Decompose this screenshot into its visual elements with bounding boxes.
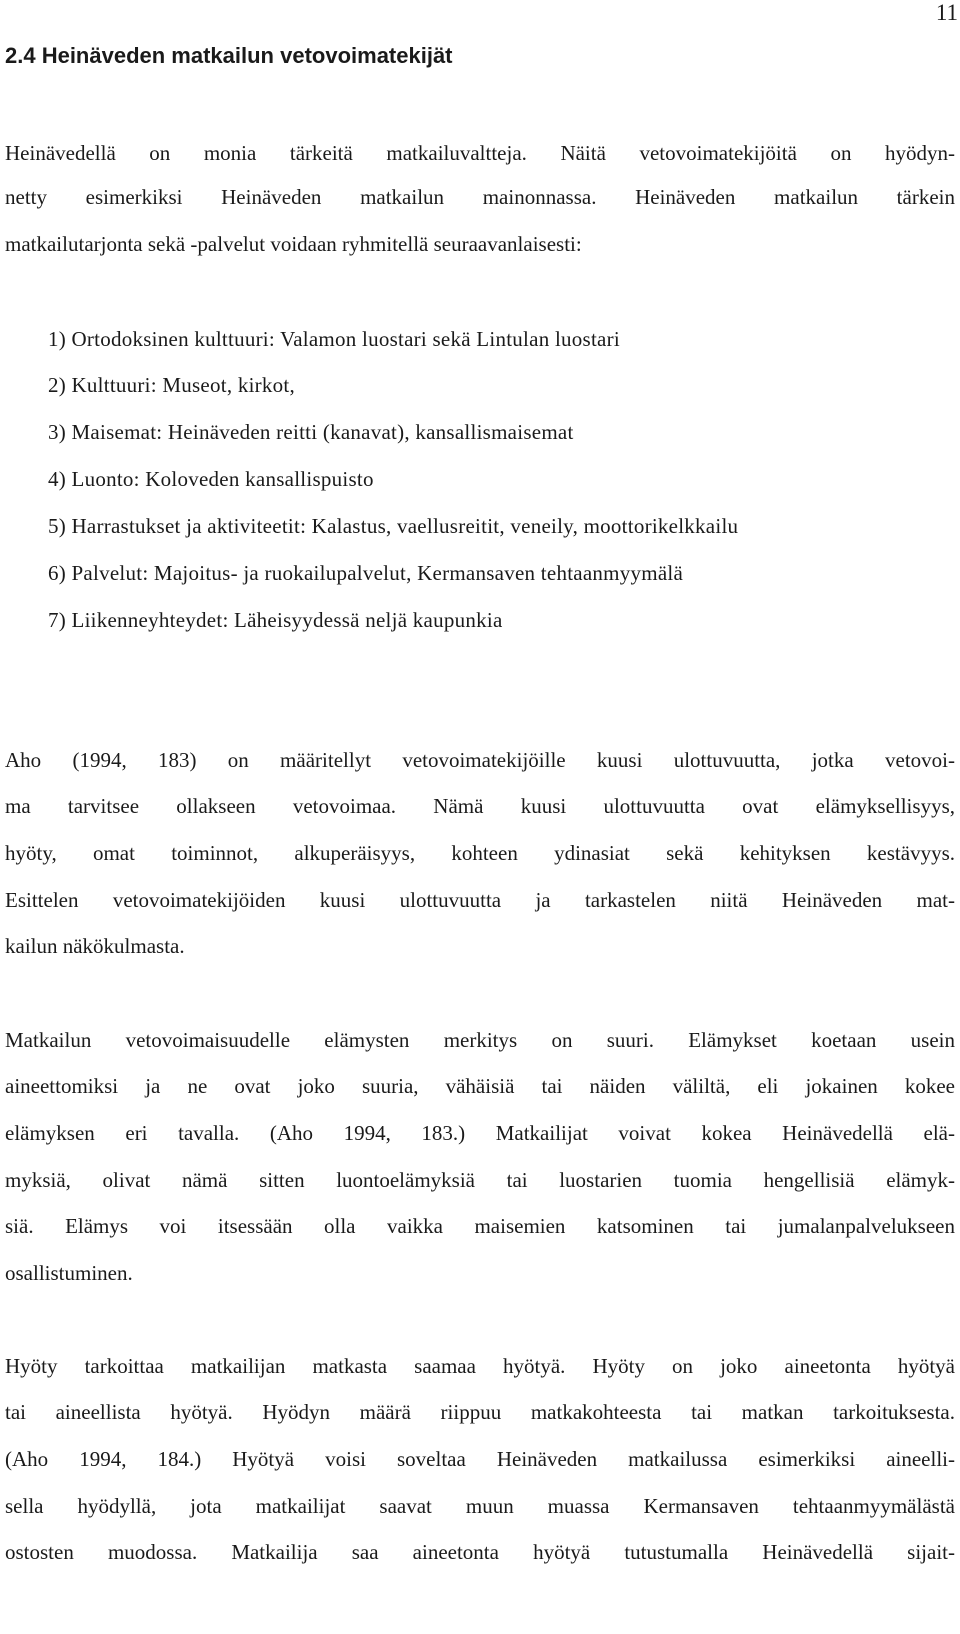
paragraph-line: Hyöty tarkoittaa matkailijan matkasta saamaa hyötyä. Hyöty on joko aineetonta hyötyä: [5, 1354, 955, 1378]
intro-line: matkailutarjonta sekä -palvelut voidaan ryhmitellä seuraavanlaisesti:: [5, 232, 582, 256]
intro-line: Heinävedellä on monia tärkeitä matkailuvaltteja. Näitä vetovoimatekijöitä on hyödyn-: [5, 141, 955, 165]
list-item: 1) Ortodoksinen kulttuuri: Valamon luostari sekä Lintulan luostari: [48, 327, 620, 351]
paragraph-line: myksiä, olivat nämä sitten luontoelämyksiä tai luostarien tuomia hengellisiä elämyk-: [5, 1168, 955, 1192]
paragraph-line: Matkailun vetovoimaisuudelle elämysten merkitys on suuri. Elämykset koetaan usein: [5, 1028, 955, 1052]
paragraph-line: siä. Elämys voi itsessään olla vaikka maisemien katsominen tai jumalanpalvelukseen: [5, 1214, 955, 1238]
list-item: 7) Liikenneyhteydet: Läheisyydessä neljä kaupunkia: [48, 608, 503, 632]
paragraph-line: hyöty, omat toiminnot, alkuperäisyys, kohteen ydinasiat sekä kehityksen kestävyys.: [5, 841, 955, 865]
section-heading: 2.4 Heinäveden matkailun vetovoimatekijät: [5, 43, 453, 68]
list-item: 4) Luonto: Koloveden kansallispuisto: [48, 467, 374, 491]
intro-line: netty esimerkiksi Heinäveden matkailun mainonnassa. Heinäveden matkailun tärkein: [5, 185, 955, 209]
list-item: 6) Palvelut: Majoitus- ja ruokailupalvelut, Kermansaven tehtaanmyymälä: [48, 561, 684, 585]
list-item: 3) Maisemat: Heinäveden reitti (kanavat), kansallismaisemat: [48, 420, 574, 444]
list-item: 2) Kulttuuri: Museot, kirkot,: [48, 373, 295, 397]
paragraph-line: ostosten muodossa. Matkailija saa aineetonta hyötyä tutustumalla Heinävedellä sijait-: [5, 1540, 955, 1564]
paragraph-line: osallistuminen.: [5, 1261, 133, 1285]
paragraph-line: elämyksen eri tavalla. (Aho 1994, 183.) Matkailijat voivat kokea Heinävedellä elä-: [5, 1121, 955, 1145]
paragraph-line: (Aho 1994, 184.) Hyötyä voisi soveltaa Heinäveden matkailussa esimerkiksi aineelli-: [5, 1447, 955, 1471]
paragraph-line: kailun näkökulmasta.: [5, 934, 185, 958]
paragraph-line: aineettomiksi ja ne ovat joko suuria, vähäisiä tai näiden väliltä, eli jokainen kokee: [5, 1074, 955, 1098]
paragraph-line: Esittelen vetovoimatekijöiden kuusi ulottuvuutta ja tarkastelen niitä Heinäveden mat-: [5, 888, 955, 912]
paragraph-line: Aho (1994, 183) on määritellyt vetovoimatekijöille kuusi ulottuvuutta, jotka vetovoi-: [5, 748, 955, 772]
paragraph-line: ma tarvitsee ollakseen vetovoimaa. Nämä kuusi ulottuvuutta ovat elämyksellisyys,: [5, 794, 955, 818]
list-item: 5) Harrastukset ja aktiviteetit: Kalastus, vaellusreitit, veneily, moottorikelkkailu: [48, 514, 739, 538]
page-number: 11: [935, 0, 958, 25]
paragraph-line: tai aineellista hyötyä. Hyödyn määrä riippuu matkakohteesta tai matkan tarkoituksesta.: [5, 1400, 955, 1424]
paragraph-line: sella hyödyllä, jota matkailijat saavat muun muassa Kermansaven tehtaanmyymälästä: [5, 1494, 955, 1518]
